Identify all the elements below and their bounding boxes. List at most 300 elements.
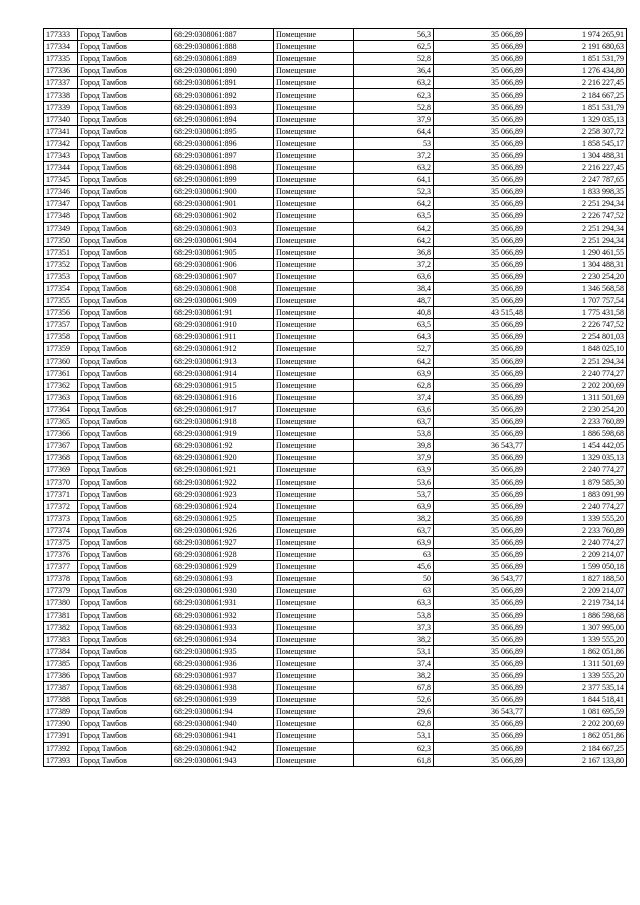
cadastral-number-cell: 68:29:0308061:888 xyxy=(172,41,274,53)
cadastral-value-cell: 2 251 294,34 xyxy=(526,198,627,210)
area-cell: 53 xyxy=(354,137,434,149)
row-id-cell: 177385 xyxy=(44,657,78,669)
object-type-cell: Помещение xyxy=(274,464,354,476)
table-row xyxy=(44,585,627,597)
city-cell: Город Тамбов xyxy=(78,476,172,488)
object-type-cell: Помещение xyxy=(274,742,354,754)
table-row xyxy=(44,403,627,415)
table-row xyxy=(44,137,627,149)
table-row xyxy=(44,657,627,669)
cadastral-number-cell: 68:29:0308061:915 xyxy=(172,379,274,391)
object-type-cell: Помещение xyxy=(274,440,354,452)
row-id-cell: 177380 xyxy=(44,597,78,609)
object-type-cell: Помещение xyxy=(274,718,354,730)
city-cell: Город Тамбов xyxy=(78,754,172,766)
table-row xyxy=(44,391,627,403)
city-cell: Город Тамбов xyxy=(78,101,172,113)
cadastral-number-cell: 68:29:0308061:908 xyxy=(172,282,274,294)
area-cell: 52,8 xyxy=(354,53,434,65)
cadastral-value-cell: 1 339 555,20 xyxy=(526,512,627,524)
row-id-cell: 177386 xyxy=(44,669,78,681)
object-type-cell: Помещение xyxy=(274,379,354,391)
table-row xyxy=(44,742,627,754)
unit-value-cell: 35 066,89 xyxy=(434,597,526,609)
table-row xyxy=(44,367,627,379)
table-row xyxy=(44,101,627,113)
cadastral-value-cell: 1 304 488,31 xyxy=(526,258,627,270)
cadastral-number-cell: 68:29:0308061:934 xyxy=(172,633,274,645)
city-cell: Город Тамбов xyxy=(78,391,172,403)
row-id-cell: 177365 xyxy=(44,416,78,428)
table-row xyxy=(44,682,627,694)
row-id-cell: 177378 xyxy=(44,573,78,585)
table-row xyxy=(44,645,627,657)
cadastral-number-cell: 68:29:0308061:917 xyxy=(172,403,274,415)
city-cell: Город Тамбов xyxy=(78,29,172,41)
row-id-cell: 177381 xyxy=(44,609,78,621)
object-type-cell: Помещение xyxy=(274,234,354,246)
table-row xyxy=(44,282,627,294)
table-row xyxy=(44,573,627,585)
cadastral-value-cell: 2 240 774,27 xyxy=(526,464,627,476)
city-cell: Город Тамбов xyxy=(78,452,172,464)
unit-value-cell: 35 066,89 xyxy=(434,53,526,65)
cadastral-value-cell: 1 848 025,10 xyxy=(526,343,627,355)
table-row xyxy=(44,549,627,561)
object-type-cell: Помещение xyxy=(274,754,354,766)
area-cell: 63,9 xyxy=(354,500,434,512)
city-cell: Город Тамбов xyxy=(78,597,172,609)
area-cell: 40,8 xyxy=(354,307,434,319)
object-type-cell: Помещение xyxy=(274,246,354,258)
cadastral-number-cell: 68:29:0308061:92 xyxy=(172,440,274,452)
table-row xyxy=(44,41,627,53)
table-row xyxy=(44,295,627,307)
unit-value-cell: 35 066,89 xyxy=(434,694,526,706)
table-body xyxy=(44,29,627,767)
cadastral-number-cell: 68:29:0308061:889 xyxy=(172,53,274,65)
object-type-cell: Помещение xyxy=(274,512,354,524)
row-id-cell: 177335 xyxy=(44,53,78,65)
unit-value-cell: 35 066,89 xyxy=(434,549,526,561)
object-type-cell: Помещение xyxy=(274,669,354,681)
object-type-cell: Помещение xyxy=(274,29,354,41)
cadastral-value-cell: 2 216 227,45 xyxy=(526,162,627,174)
row-id-cell: 177373 xyxy=(44,512,78,524)
row-id-cell: 177356 xyxy=(44,307,78,319)
cadastral-number-cell: 68:29:0308061:931 xyxy=(172,597,274,609)
unit-value-cell: 35 066,89 xyxy=(434,682,526,694)
cadastral-number-cell: 68:29:0308061:898 xyxy=(172,162,274,174)
cadastral-value-cell: 1 862 051,86 xyxy=(526,645,627,657)
cadastral-value-cell: 1 339 555,20 xyxy=(526,633,627,645)
table-row xyxy=(44,464,627,476)
unit-value-cell: 35 066,89 xyxy=(434,633,526,645)
table-row xyxy=(44,222,627,234)
cadastral-number-cell: 68:29:0308061:892 xyxy=(172,89,274,101)
cadastral-value-cell: 2 233 760,89 xyxy=(526,524,627,536)
unit-value-cell: 35 066,89 xyxy=(434,536,526,548)
city-cell: Город Тамбов xyxy=(78,355,172,367)
row-id-cell: 177342 xyxy=(44,137,78,149)
row-id-cell: 177336 xyxy=(44,65,78,77)
row-id-cell: 177376 xyxy=(44,549,78,561)
city-cell: Город Тамбов xyxy=(78,89,172,101)
row-id-cell: 177354 xyxy=(44,282,78,294)
object-type-cell: Помещение xyxy=(274,77,354,89)
city-cell: Город Тамбов xyxy=(78,270,172,282)
area-cell: 62,8 xyxy=(354,379,434,391)
unit-value-cell: 35 066,89 xyxy=(434,319,526,331)
table-row xyxy=(44,149,627,161)
area-cell: 36,4 xyxy=(354,65,434,77)
row-id-cell: 177374 xyxy=(44,524,78,536)
unit-value-cell: 35 066,89 xyxy=(434,246,526,258)
cadastral-number-cell: 68:29:0308061:903 xyxy=(172,222,274,234)
unit-value-cell: 35 066,89 xyxy=(434,198,526,210)
table-row xyxy=(44,621,627,633)
document-page xyxy=(43,28,626,767)
unit-value-cell: 35 066,89 xyxy=(434,621,526,633)
area-cell: 64,2 xyxy=(354,198,434,210)
cadastral-number-cell: 68:29:0308061:925 xyxy=(172,512,274,524)
cadastral-value-cell: 1 851 531,79 xyxy=(526,53,627,65)
cadastral-number-cell: 68:29:0308061:91 xyxy=(172,307,274,319)
cadastral-value-cell: 2 230 254,20 xyxy=(526,270,627,282)
area-cell: 52,3 xyxy=(354,186,434,198)
table-row xyxy=(44,718,627,730)
city-cell: Город Тамбов xyxy=(78,549,172,561)
unit-value-cell: 35 066,89 xyxy=(434,754,526,766)
cadastral-number-cell: 68:29:0308061:919 xyxy=(172,428,274,440)
row-id-cell: 177370 xyxy=(44,476,78,488)
cadastral-number-cell: 68:29:0308061:939 xyxy=(172,694,274,706)
row-id-cell: 177341 xyxy=(44,125,78,137)
row-id-cell: 177379 xyxy=(44,585,78,597)
cadastral-value-cell: 1 276 434,80 xyxy=(526,65,627,77)
object-type-cell: Помещение xyxy=(274,89,354,101)
cadastral-value-cell: 1 827 188,50 xyxy=(526,573,627,585)
table-row xyxy=(44,452,627,464)
cadastral-value-cell: 2 240 774,27 xyxy=(526,536,627,548)
area-cell: 56,3 xyxy=(354,29,434,41)
cadastral-value-cell: 2 233 760,89 xyxy=(526,416,627,428)
table-row xyxy=(44,210,627,222)
table-row xyxy=(44,609,627,621)
object-type-cell: Помещение xyxy=(274,403,354,415)
unit-value-cell: 35 066,89 xyxy=(434,234,526,246)
cadastral-value-cell: 1 311 501,69 xyxy=(526,657,627,669)
cadastral-number-cell: 68:29:0308061:930 xyxy=(172,585,274,597)
unit-value-cell: 35 066,89 xyxy=(434,657,526,669)
area-cell: 53,1 xyxy=(354,730,434,742)
cadastral-value-cell: 1 290 461,55 xyxy=(526,246,627,258)
unit-value-cell: 35 066,89 xyxy=(434,162,526,174)
object-type-cell: Помещение xyxy=(274,428,354,440)
cadastral-number-cell: 68:29:0308061:904 xyxy=(172,234,274,246)
cadastral-number-cell: 68:29:0308061:918 xyxy=(172,416,274,428)
area-cell: 38,4 xyxy=(354,282,434,294)
object-type-cell: Помещение xyxy=(274,585,354,597)
area-cell: 63,9 xyxy=(354,367,434,379)
row-id-cell: 177350 xyxy=(44,234,78,246)
city-cell: Город Тамбов xyxy=(78,282,172,294)
unit-value-cell: 35 066,89 xyxy=(434,258,526,270)
table-row xyxy=(44,561,627,573)
city-cell: Город Тамбов xyxy=(78,367,172,379)
area-cell: 64,1 xyxy=(354,174,434,186)
object-type-cell: Помещение xyxy=(274,561,354,573)
cadastral-value-cell: 1 329 035,13 xyxy=(526,452,627,464)
city-cell: Город Тамбов xyxy=(78,307,172,319)
cadastral-value-cell: 2 230 254,20 xyxy=(526,403,627,415)
row-id-cell: 177377 xyxy=(44,561,78,573)
cadastral-value-cell: 1 858 545,17 xyxy=(526,137,627,149)
cadastral-number-cell: 68:29:0308061:936 xyxy=(172,657,274,669)
unit-value-cell: 36 543,77 xyxy=(434,573,526,585)
cadastral-value-cell: 2 251 294,34 xyxy=(526,355,627,367)
table-row xyxy=(44,597,627,609)
row-id-cell: 177360 xyxy=(44,355,78,367)
row-id-cell: 177347 xyxy=(44,198,78,210)
city-cell: Город Тамбов xyxy=(78,621,172,633)
object-type-cell: Помещение xyxy=(274,270,354,282)
cadastral-value-cell: 2 251 294,34 xyxy=(526,234,627,246)
cadastral-value-cell: 1 307 995,00 xyxy=(526,621,627,633)
unit-value-cell: 35 066,89 xyxy=(434,295,526,307)
row-id-cell: 177340 xyxy=(44,113,78,125)
area-cell: 63,2 xyxy=(354,162,434,174)
cadastral-value-cell: 1 454 442,05 xyxy=(526,440,627,452)
table-row xyxy=(44,125,627,137)
row-id-cell: 177337 xyxy=(44,77,78,89)
cadastral-value-cell: 2 226 747,52 xyxy=(526,319,627,331)
unit-value-cell: 35 066,89 xyxy=(434,428,526,440)
row-id-cell: 177383 xyxy=(44,633,78,645)
row-id-cell: 177344 xyxy=(44,162,78,174)
area-cell: 37,9 xyxy=(354,452,434,464)
area-cell: 67,8 xyxy=(354,682,434,694)
object-type-cell: Помещение xyxy=(274,355,354,367)
cadastral-number-cell: 68:29:0308061:922 xyxy=(172,476,274,488)
area-cell: 63,7 xyxy=(354,524,434,536)
cadastral-value-cell: 1 329 035,13 xyxy=(526,113,627,125)
object-type-cell: Помещение xyxy=(274,331,354,343)
unit-value-cell: 35 066,89 xyxy=(434,270,526,282)
unit-value-cell: 35 066,89 xyxy=(434,222,526,234)
city-cell: Город Тамбов xyxy=(78,536,172,548)
cadastral-value-cell: 2 258 307,72 xyxy=(526,125,627,137)
area-cell: 37,4 xyxy=(354,391,434,403)
object-type-cell: Помещение xyxy=(274,137,354,149)
cadastral-number-cell: 68:29:0308061:941 xyxy=(172,730,274,742)
city-cell: Город Тамбов xyxy=(78,609,172,621)
unit-value-cell: 35 066,89 xyxy=(434,391,526,403)
cadastral-value-cell: 2 191 680,63 xyxy=(526,41,627,53)
row-id-cell: 177343 xyxy=(44,149,78,161)
cadastral-number-cell: 68:29:0308061:902 xyxy=(172,210,274,222)
object-type-cell: Помещение xyxy=(274,416,354,428)
unit-value-cell: 35 066,89 xyxy=(434,742,526,754)
city-cell: Город Тамбов xyxy=(78,657,172,669)
area-cell: 63,9 xyxy=(354,536,434,548)
area-cell: 62,3 xyxy=(354,742,434,754)
city-cell: Город Тамбов xyxy=(78,645,172,657)
row-id-cell: 177393 xyxy=(44,754,78,766)
object-type-cell: Помещение xyxy=(274,597,354,609)
area-cell: 64,2 xyxy=(354,355,434,367)
cadastral-value-cell: 1 879 585,30 xyxy=(526,476,627,488)
city-cell: Город Тамбов xyxy=(78,706,172,718)
row-id-cell: 177359 xyxy=(44,343,78,355)
city-cell: Город Тамбов xyxy=(78,730,172,742)
unit-value-cell: 35 066,89 xyxy=(434,512,526,524)
cadastral-value-cell: 1 775 431,58 xyxy=(526,307,627,319)
area-cell: 48,7 xyxy=(354,295,434,307)
table-row xyxy=(44,307,627,319)
object-type-cell: Помещение xyxy=(274,549,354,561)
area-cell: 53,1 xyxy=(354,645,434,657)
cadastral-number-cell: 68:29:0308061:893 xyxy=(172,101,274,113)
cadastral-value-cell: 2 202 200,69 xyxy=(526,379,627,391)
row-id-cell: 177333 xyxy=(44,29,78,41)
area-cell: 64,4 xyxy=(354,125,434,137)
object-type-cell: Помещение xyxy=(274,500,354,512)
cadastral-value-cell: 1 346 568,58 xyxy=(526,282,627,294)
row-id-cell: 177351 xyxy=(44,246,78,258)
cadastral-number-cell: 68:29:0308061:910 xyxy=(172,319,274,331)
cadastral-number-cell: 68:29:0308061:913 xyxy=(172,355,274,367)
table-row xyxy=(44,343,627,355)
area-cell: 63,3 xyxy=(354,597,434,609)
city-cell: Город Тамбов xyxy=(78,246,172,258)
area-cell: 62,5 xyxy=(354,41,434,53)
cadastral-value-cell: 1 886 598,68 xyxy=(526,428,627,440)
city-cell: Город Тамбов xyxy=(78,319,172,331)
table-row xyxy=(44,174,627,186)
cadastral-value-cell: 2 226 747,52 xyxy=(526,210,627,222)
table-row xyxy=(44,77,627,89)
object-type-cell: Помещение xyxy=(274,536,354,548)
area-cell: 37,2 xyxy=(354,149,434,161)
cadastral-number-cell: 68:29:0308061:924 xyxy=(172,500,274,512)
city-cell: Город Тамбов xyxy=(78,694,172,706)
cadastral-number-cell: 68:29:0308061:899 xyxy=(172,174,274,186)
object-type-cell: Помещение xyxy=(274,391,354,403)
cadastral-value-cell: 1 883 091,99 xyxy=(526,488,627,500)
unit-value-cell: 35 066,89 xyxy=(434,355,526,367)
object-type-cell: Помещение xyxy=(274,573,354,585)
city-cell: Город Тамбов xyxy=(78,403,172,415)
cadastral-number-cell: 68:29:0308061:927 xyxy=(172,536,274,548)
table-row xyxy=(44,319,627,331)
object-type-cell: Помещение xyxy=(274,633,354,645)
row-id-cell: 177339 xyxy=(44,101,78,113)
unit-value-cell: 35 066,89 xyxy=(434,89,526,101)
table-row xyxy=(44,694,627,706)
cadastral-value-cell: 2 209 214,07 xyxy=(526,585,627,597)
unit-value-cell: 35 066,89 xyxy=(434,403,526,415)
unit-value-cell: 35 066,89 xyxy=(434,125,526,137)
cadastral-value-cell: 2 202 200,69 xyxy=(526,718,627,730)
table-row xyxy=(44,488,627,500)
object-type-cell: Помещение xyxy=(274,476,354,488)
cadastral-value-cell: 2 240 774,27 xyxy=(526,500,627,512)
cadastral-number-cell: 68:29:0308061:923 xyxy=(172,488,274,500)
cadastral-number-cell: 68:29:0308061:906 xyxy=(172,258,274,270)
table-row xyxy=(44,440,627,452)
unit-value-cell: 35 066,89 xyxy=(434,561,526,573)
row-id-cell: 177334 xyxy=(44,41,78,53)
city-cell: Город Тамбов xyxy=(78,488,172,500)
unit-value-cell: 35 066,89 xyxy=(434,452,526,464)
city-cell: Город Тамбов xyxy=(78,41,172,53)
row-id-cell: 177362 xyxy=(44,379,78,391)
row-id-cell: 177353 xyxy=(44,270,78,282)
city-cell: Город Тамбов xyxy=(78,295,172,307)
city-cell: Город Тамбов xyxy=(78,464,172,476)
table-row xyxy=(44,246,627,258)
cadastral-number-cell: 68:29:0308061:920 xyxy=(172,452,274,464)
table-row xyxy=(44,234,627,246)
object-type-cell: Помещение xyxy=(274,682,354,694)
area-cell: 63,6 xyxy=(354,270,434,282)
row-id-cell: 177371 xyxy=(44,488,78,500)
cadastral-number-cell: 68:29:0308061:887 xyxy=(172,29,274,41)
row-id-cell: 177361 xyxy=(44,367,78,379)
city-cell: Город Тамбов xyxy=(78,561,172,573)
area-cell: 53,8 xyxy=(354,428,434,440)
object-type-cell: Помещение xyxy=(274,645,354,657)
unit-value-cell: 36 543,77 xyxy=(434,706,526,718)
object-type-cell: Помещение xyxy=(274,198,354,210)
area-cell: 52,7 xyxy=(354,343,434,355)
city-cell: Город Тамбов xyxy=(78,65,172,77)
unit-value-cell: 35 066,89 xyxy=(434,488,526,500)
cadastral-value-cell: 1 339 555,20 xyxy=(526,669,627,681)
row-id-cell: 177382 xyxy=(44,621,78,633)
city-cell: Город Тамбов xyxy=(78,718,172,730)
unit-value-cell: 35 066,89 xyxy=(434,609,526,621)
object-type-cell: Помещение xyxy=(274,174,354,186)
cadastral-number-cell: 68:29:0308061:938 xyxy=(172,682,274,694)
area-cell: 52,6 xyxy=(354,694,434,706)
cadastral-number-cell: 68:29:0308061:937 xyxy=(172,669,274,681)
unit-value-cell: 35 066,89 xyxy=(434,416,526,428)
cadastral-value-cell: 2 247 787,65 xyxy=(526,174,627,186)
cadastral-number-cell: 68:29:0308061:911 xyxy=(172,331,274,343)
table-row xyxy=(44,113,627,125)
unit-value-cell: 35 066,89 xyxy=(434,113,526,125)
object-type-cell: Помещение xyxy=(274,210,354,222)
unit-value-cell: 36 543,77 xyxy=(434,440,526,452)
city-cell: Город Тамбов xyxy=(78,198,172,210)
area-cell: 37,3 xyxy=(354,621,434,633)
unit-value-cell: 35 066,89 xyxy=(434,65,526,77)
object-type-cell: Помещение xyxy=(274,162,354,174)
object-type-cell: Помещение xyxy=(274,367,354,379)
unit-value-cell: 35 066,89 xyxy=(434,500,526,512)
object-type-cell: Помещение xyxy=(274,53,354,65)
city-cell: Город Тамбов xyxy=(78,416,172,428)
table-row xyxy=(44,754,627,766)
cadastral-number-cell: 68:29:0308061:93 xyxy=(172,573,274,585)
cadastral-number-cell: 68:29:0308061:933 xyxy=(172,621,274,633)
row-id-cell: 177358 xyxy=(44,331,78,343)
row-id-cell: 177384 xyxy=(44,645,78,657)
object-type-cell: Помещение xyxy=(274,295,354,307)
unit-value-cell: 35 066,89 xyxy=(434,343,526,355)
